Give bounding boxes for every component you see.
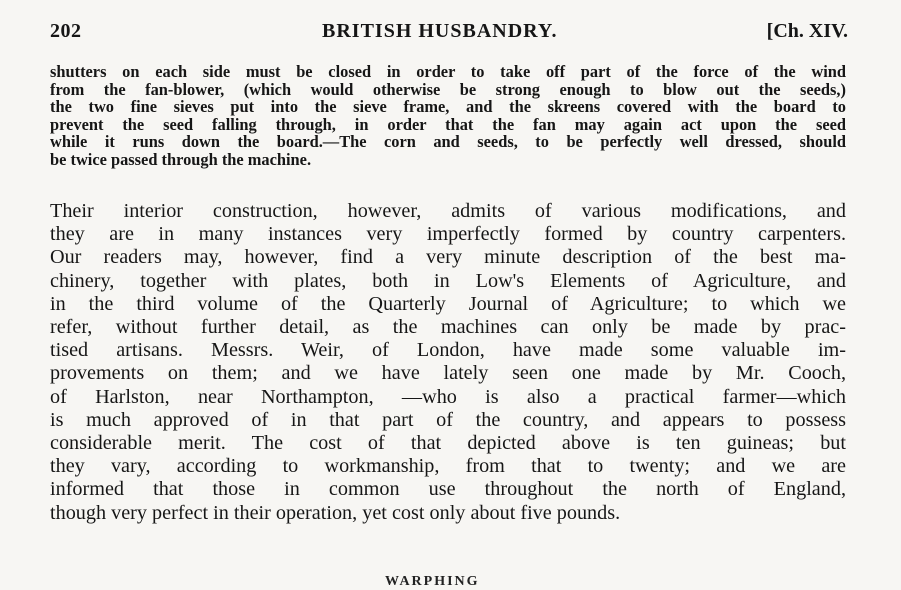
page-number: 202: [50, 20, 82, 42]
note-line: while it runs down the board.—The corn and seeds, to be perfectly well dressed, should: [50, 132, 846, 151]
body-line: of Harlston, near Northampton, —who is also a practical farmer—which: [50, 385, 846, 408]
body-line: they are in many instances very imperfectly formed by country carpenters.: [50, 223, 846, 246]
body-line: Their interior construction, however, admits of various modifications, and: [50, 200, 846, 222]
body-line: though very perfect in their operation, yet cost only about five pounds.: [50, 501, 621, 524]
note-line: be twice passed through the machine.: [50, 149, 312, 169]
footnote-paragraph: [50, 63, 846, 168]
note-line: the two fine sieves put into the sieve frame, and the skreens covered with the board to: [50, 97, 846, 116]
body-line: in the third volume of the Quarterly Journal of Agriculture; to which we: [50, 292, 846, 315]
body-line: considerable merit. The cost of that depicted above is ten guineas; but: [50, 432, 846, 455]
body-line: they vary, according to workmanship, from that to twenty; and we are: [50, 455, 846, 478]
body-line: tised artisans. Messrs. Weir, of London, have made some valuable im-: [50, 339, 846, 362]
next-section-heading: WARPHING: [385, 574, 480, 589]
note-line: from the fan-blower, (which would otherwise be strong enough to blow out the seeds,): [50, 79, 846, 99]
note-line: shutters on each side must be closed in order to take off part of the force of the wind: [50, 62, 846, 81]
chapter-marker: [Ch. XIV.: [766, 20, 848, 42]
body-line: chinery, together with plates, both in Low's Elements of Agriculture, and: [50, 269, 846, 292]
running-title: BRITISH HUSBANDRY.: [322, 20, 558, 42]
body-line: Our readers may, however, find a very minute description of the best ma-: [50, 246, 846, 269]
body-line: informed that those in common use throughout the north of England,: [50, 478, 846, 501]
body-paragraph: [50, 200, 846, 525]
note-line: prevent the seed falling through, in order that the fan may again act upon the seed: [50, 114, 846, 134]
body-line: provements on them; and we have lately seen one made by Mr. Cooch,: [50, 362, 846, 385]
running-header: [50, 20, 850, 50]
body-line: is much approved of in that part of the country, and appears to possess: [50, 408, 846, 431]
body-line: refer, without further detail, as the machines can only be made by prac-: [50, 316, 846, 339]
